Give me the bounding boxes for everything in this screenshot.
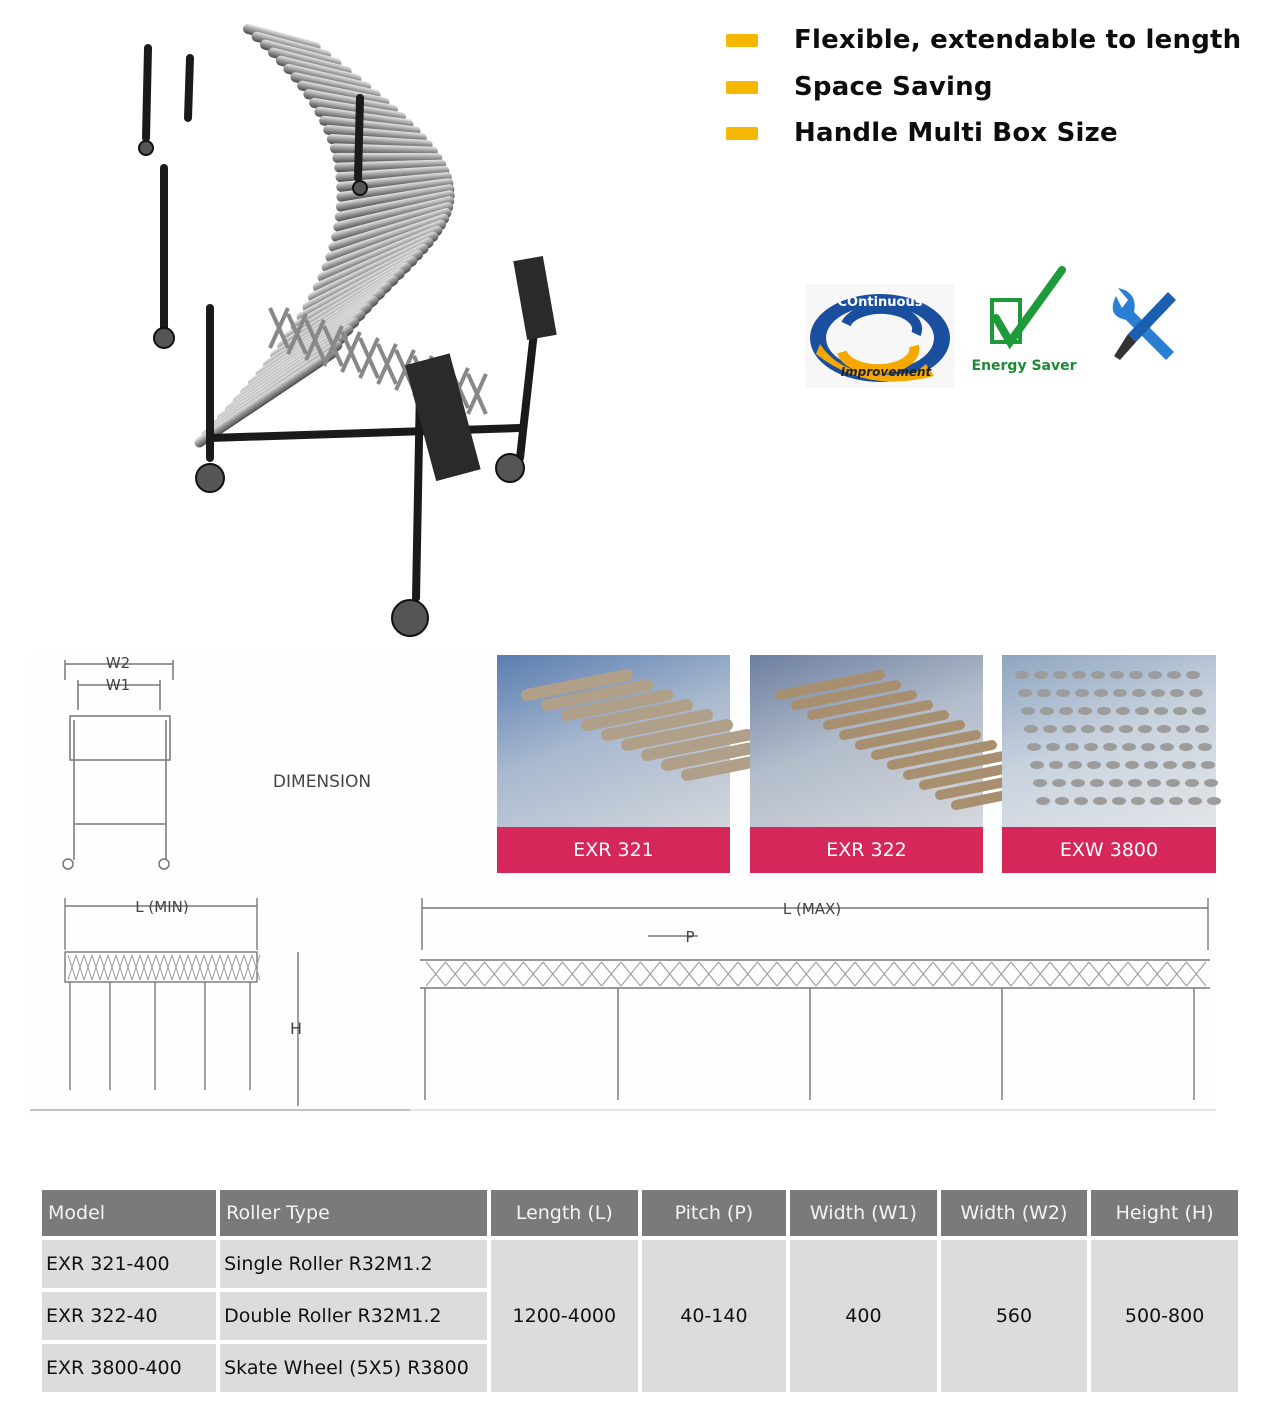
skate-wheel: [1147, 779, 1161, 787]
skate-wheel: [1182, 761, 1196, 769]
bullet-icon: [726, 34, 758, 47]
skate-wheel: [1074, 797, 1088, 805]
skate-wheel: [1195, 725, 1209, 733]
feature-item: [726, 24, 1241, 56]
skate-wheel: [1059, 707, 1073, 715]
skate-wheel: [1154, 707, 1168, 715]
header-length: Length (L): [491, 1190, 638, 1236]
conveyor-hero-image: [120, 8, 590, 648]
photo-caption: EXW 3800: [1002, 827, 1216, 873]
skate-wheel: [1150, 797, 1164, 805]
w2-label: W2: [105, 654, 131, 672]
feature-item: [726, 71, 993, 103]
header-width-w1: Width (W1): [790, 1190, 937, 1236]
skate-wheel: [1100, 725, 1114, 733]
skate-wheel: [1056, 689, 1070, 697]
skate-wheel: [1036, 797, 1050, 805]
energy-saver-label: Energy Saver: [971, 358, 1077, 374]
skate-wheel: [1169, 797, 1183, 805]
skate-wheel: [1071, 779, 1085, 787]
skate-wheel: [1030, 761, 1044, 769]
w1-label: W1: [105, 676, 131, 694]
scissor-link: [468, 374, 486, 414]
header-roller-type: Roller Type: [220, 1190, 487, 1236]
skate-wheel: [1055, 797, 1069, 805]
cell-length: 1200-4000: [491, 1240, 638, 1392]
cell-width-w2: 560: [941, 1240, 1088, 1392]
header-width-w2: Width (W2): [941, 1190, 1088, 1236]
skate-wheel: [1192, 707, 1206, 715]
skate-wheel: [1204, 779, 1218, 787]
cell-roller-type: Single Roller R32M1.2: [220, 1240, 487, 1288]
header-pitch: Pitch (P): [642, 1190, 786, 1236]
skate-wheel: [1144, 761, 1158, 769]
skate-wheel: [1018, 689, 1032, 697]
skate-wheel: [1151, 689, 1165, 697]
skate-wheel: [1084, 743, 1098, 751]
dimension-label: DIMENSION: [272, 772, 372, 792]
skate-wheel: [1186, 671, 1200, 679]
wrench-screwdriver-icon: [1106, 286, 1178, 370]
skate-wheel: [1119, 725, 1133, 733]
cell-pitch: 40-140: [642, 1240, 786, 1392]
skate-wheel: [1049, 761, 1063, 769]
skate-wheel: [1185, 779, 1199, 787]
skate-wheel: [1081, 725, 1095, 733]
bullet-icon: [726, 81, 758, 94]
skate-wheel: [1110, 671, 1124, 679]
skate-wheel: [1027, 743, 1041, 751]
badge-improvement-text: Improvement: [840, 365, 932, 379]
skate-wheel: [1065, 743, 1079, 751]
skate-wheel: [1128, 779, 1142, 787]
skate-wheel: [1198, 743, 1212, 751]
product-photo: [750, 655, 983, 873]
table-row: [42, 1240, 1238, 1288]
skate-wheel: [1166, 779, 1180, 787]
skate-wheel: [1078, 707, 1092, 715]
spec-table: [38, 1186, 1242, 1396]
scissor-link: [378, 344, 396, 384]
cell-roller-type: Double Roller R32M1.2: [220, 1292, 487, 1340]
skate-wheel: [1170, 689, 1184, 697]
skate-wheel: [1040, 707, 1054, 715]
skate-wheel: [1093, 797, 1107, 805]
skate-wheel: [1188, 797, 1202, 805]
skate-wheel: [1021, 707, 1035, 715]
skate-wheel-photo-icon: [1002, 655, 1216, 827]
skate-wheel: [1034, 671, 1048, 679]
badge-continuous-text: COntinuous: [837, 295, 923, 310]
skate-wheel: [1075, 689, 1089, 697]
skate-wheel: [1125, 761, 1139, 769]
roller-photo-icon: [750, 655, 983, 827]
scissor-link: [270, 308, 288, 348]
photo-caption: EXR 322: [750, 827, 983, 873]
table-header-row: [42, 1190, 1238, 1236]
skate-wheel: [1072, 671, 1086, 679]
feature-item: [726, 117, 1118, 149]
feature-label: Space Saving: [794, 72, 993, 102]
skate-wheel: [1043, 725, 1057, 733]
skate-wheel: [1062, 725, 1076, 733]
feature-label: Handle Multi Box Size: [794, 118, 1118, 148]
skate-wheel: [1141, 743, 1155, 751]
skate-wheel: [1189, 689, 1203, 697]
skate-wheel: [1113, 689, 1127, 697]
cell-width-w1: 400: [790, 1240, 937, 1392]
skate-wheel: [1103, 743, 1117, 751]
skate-wheel: [1131, 797, 1145, 805]
skate-wheel: [1068, 761, 1082, 769]
scissor-link: [342, 332, 360, 372]
skate-wheel: [1129, 671, 1143, 679]
skate-wheel: [1052, 779, 1066, 787]
skate-wheel: [1157, 725, 1171, 733]
skate-wheel: [1015, 671, 1029, 679]
energy-saver-icon: [971, 266, 1077, 378]
pitch-label: P: [685, 928, 695, 946]
roller-photo-icon: [497, 655, 730, 827]
skate-wheel: [1053, 671, 1067, 679]
cell-model: EXR 322-40: [42, 1292, 216, 1340]
skate-wheel: [1132, 689, 1146, 697]
header-height: Height (H): [1091, 1190, 1238, 1236]
product-photo: [497, 655, 730, 873]
skate-wheel: [1148, 671, 1162, 679]
feature-label: Flexible, extendable to length: [794, 25, 1242, 55]
scissor-link: [360, 338, 378, 378]
skate-wheel: [1109, 779, 1123, 787]
skate-wheel: [1090, 779, 1104, 787]
header-model: Model: [42, 1190, 216, 1236]
skate-wheel: [1106, 761, 1120, 769]
l-min-label: L (MIN): [135, 898, 189, 916]
skate-wheel: [1024, 725, 1038, 733]
skate-wheel: [1046, 743, 1060, 751]
skate-wheel: [1173, 707, 1187, 715]
skate-wheel: [1167, 671, 1181, 679]
cell-model: EXR 3800-400: [42, 1344, 216, 1392]
skate-wheel: [1122, 743, 1136, 751]
product-photo: [1002, 655, 1216, 873]
skate-wheel: [1116, 707, 1130, 715]
skate-wheel: [1138, 725, 1152, 733]
cell-roller-type: Skate Wheel (5X5) R3800: [220, 1344, 487, 1392]
skate-wheel: [1091, 671, 1105, 679]
skate-wheel: [1207, 797, 1221, 805]
cell-model: EXR 321-400: [42, 1240, 216, 1288]
skate-wheel: [1033, 779, 1047, 787]
l-max-label: L (MAX): [782, 900, 842, 918]
skate-wheel: [1087, 761, 1101, 769]
skate-wheel: [1176, 725, 1190, 733]
continuous-improvement-icon: [806, 284, 954, 388]
skate-wheel: [1160, 743, 1174, 751]
skate-wheel: [1201, 761, 1215, 769]
height-label: H: [289, 1019, 303, 1038]
skate-wheel: [1163, 761, 1177, 769]
skate-wheel: [1179, 743, 1193, 751]
skate-wheel: [1037, 689, 1051, 697]
skate-wheel: [1112, 797, 1126, 805]
skate-wheel: [1135, 707, 1149, 715]
bullet-icon: [726, 127, 758, 140]
skate-wheel: [1094, 689, 1108, 697]
cell-height: 500-800: [1091, 1240, 1238, 1392]
skate-wheel: [1097, 707, 1111, 715]
photo-caption: EXR 321: [497, 827, 730, 873]
